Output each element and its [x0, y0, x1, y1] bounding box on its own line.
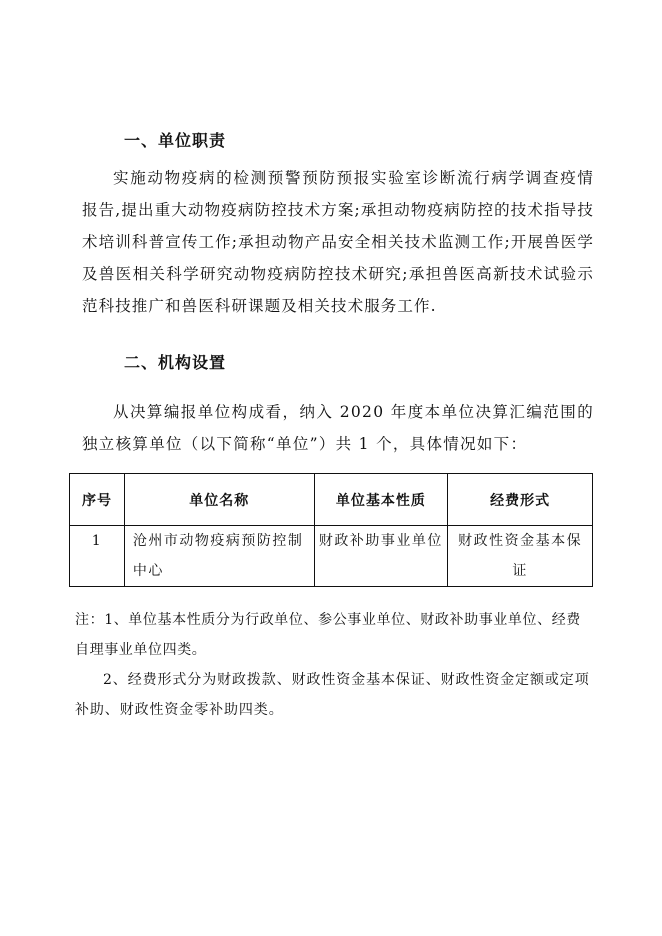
responsibilities-paragraph: 实施动物疫病的检测预警预防预报实验室诊断流行病学调查疫情报告,提出重大动物疫病防控技术方案;承担动物疫病防控的技术指导技术培训科普宣传工作;承担动物产品安全相关技术监测工作;开展兽医学及兽医相关科学研究动物疫病防控技术研究;承担兽医高新技术试验示范科技推广和兽医科研课题及相关技术服务工作.: [82, 168, 594, 315]
table-row: [70, 526, 593, 587]
header-unit-nature: 单位基本性质: [314, 474, 448, 526]
header-unit-name: 单位名称: [124, 474, 314, 526]
section-heading-organization: 二、机构设置: [124, 353, 227, 372]
cell-funding-form: 财政性资金基本保证: [448, 526, 593, 587]
table-header-row: [70, 474, 593, 526]
header-funding-form: 经费形式: [448, 474, 593, 526]
unit-info-table: [69, 473, 593, 587]
cell-serial-number: 1: [70, 526, 125, 587]
section-heading-responsibilities: 一、单位职责: [124, 131, 227, 150]
cell-unit-nature: 财政补助事业单位: [314, 526, 448, 587]
footnote-unit-nature: 注：1、单位基本性质分为行政单位、参公事业单位、财政补助事业单位、经费自理事业单位四类。: [75, 612, 581, 658]
organization-paragraph: 从决算编报单位构成看，纳入 2020 年度本单位决算汇编范围的独立核算单位（以下简称“单位”）共 1 个，具体情况如下：: [82, 402, 594, 453]
footnote-funding-form: 2、经费形式分为财政拨款、财政性资金基本保证、财政性资金定额或定项补助、财政性资金零补助四类。: [75, 672, 590, 718]
header-serial-number: 序号: [70, 474, 125, 526]
cell-unit-name: 沧州市动物疫病预防控制中心: [124, 526, 314, 587]
